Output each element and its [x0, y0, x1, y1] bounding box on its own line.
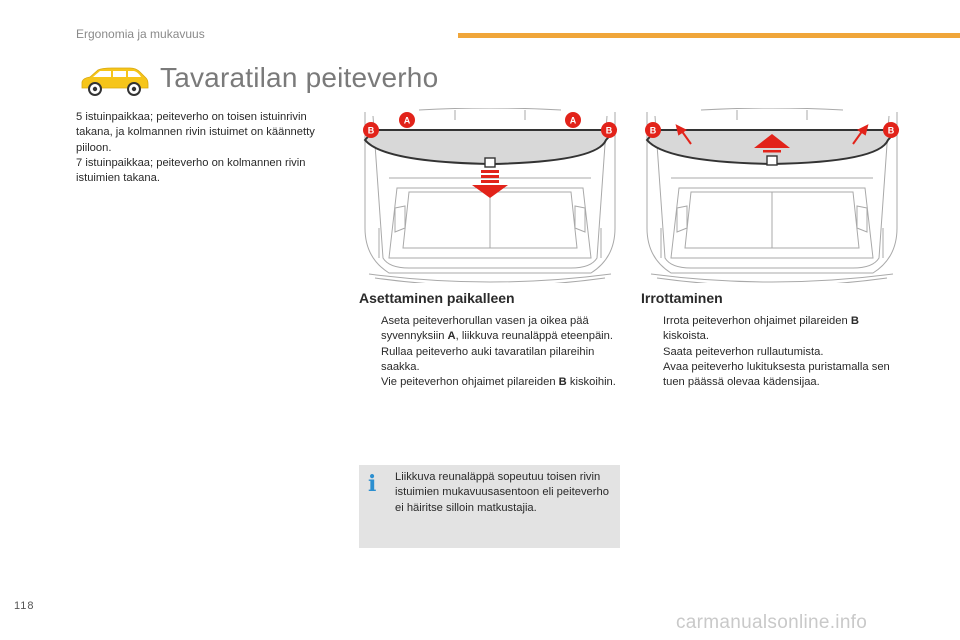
svg-text:B: B: [367, 125, 375, 136]
page-title: Tavaratilan peiteverho: [160, 62, 439, 93]
list-item: Rullaa peiteverho auki tavaratilan pilareihin saakka.: [381, 345, 595, 373]
intro-text: [76, 110, 338, 186]
remove-heading: Irrottaminen: [641, 290, 723, 306]
svg-text:B: B: [887, 125, 895, 136]
orange-rule: [458, 33, 960, 38]
install-heading: Asettaminen paikalleen: [359, 290, 515, 306]
info-box: [359, 465, 620, 548]
watermark: carmanualsonline.info: [676, 612, 868, 633]
install-illustration: [359, 108, 621, 283]
list-item: Avaa peiteverho lukituksesta puristamalla sen tuen päässä olevaa kädensijaa.: [663, 360, 890, 389]
info-icon: i: [368, 471, 377, 497]
svg-text:A: A: [403, 115, 411, 126]
info-text: Liikkuva reunaläppä sopeutuu toisen rivin istuimien mukavuusasentoon eli peiteverho ei häiritse silloin matkustajia.: [395, 471, 609, 514]
svg-text:B: B: [649, 125, 657, 136]
install-steps: [359, 314, 621, 390]
svg-text:A: A: [569, 115, 577, 126]
car-icon: [78, 66, 150, 98]
list-item: Saata peiteverhon rullautumista.: [663, 345, 824, 358]
remove-steps: [641, 314, 903, 390]
page-number: 118: [14, 600, 35, 612]
list-item: Vie peiteverhon ohjaimet pilareiden B kiskoihin.: [381, 376, 616, 389]
list-item: Aseta peiteverhorullan vasen ja oikea pää syvennyksiin A, liikkuva reunaläppä eteenpäin.: [381, 315, 613, 343]
svg-text:B: B: [605, 125, 613, 136]
list-item: Irrota peiteverhon ohjaimet pilareiden B kiskoista.: [663, 315, 859, 343]
remove-illustration: [641, 108, 903, 283]
section-header: Ergonomia ja mukavuus: [76, 27, 205, 41]
intro-paragraph-7-seats: 7 istuinpaikkaa; peiteverho on kolmannen rivin istuimien takana.: [76, 156, 306, 185]
intro-paragraph-5-seats: 5 istuinpaikkaa; peiteverho on toisen istuinrivin takana, ja kolmannen rivin istuimet on käännetty piiloon.: [76, 111, 315, 154]
